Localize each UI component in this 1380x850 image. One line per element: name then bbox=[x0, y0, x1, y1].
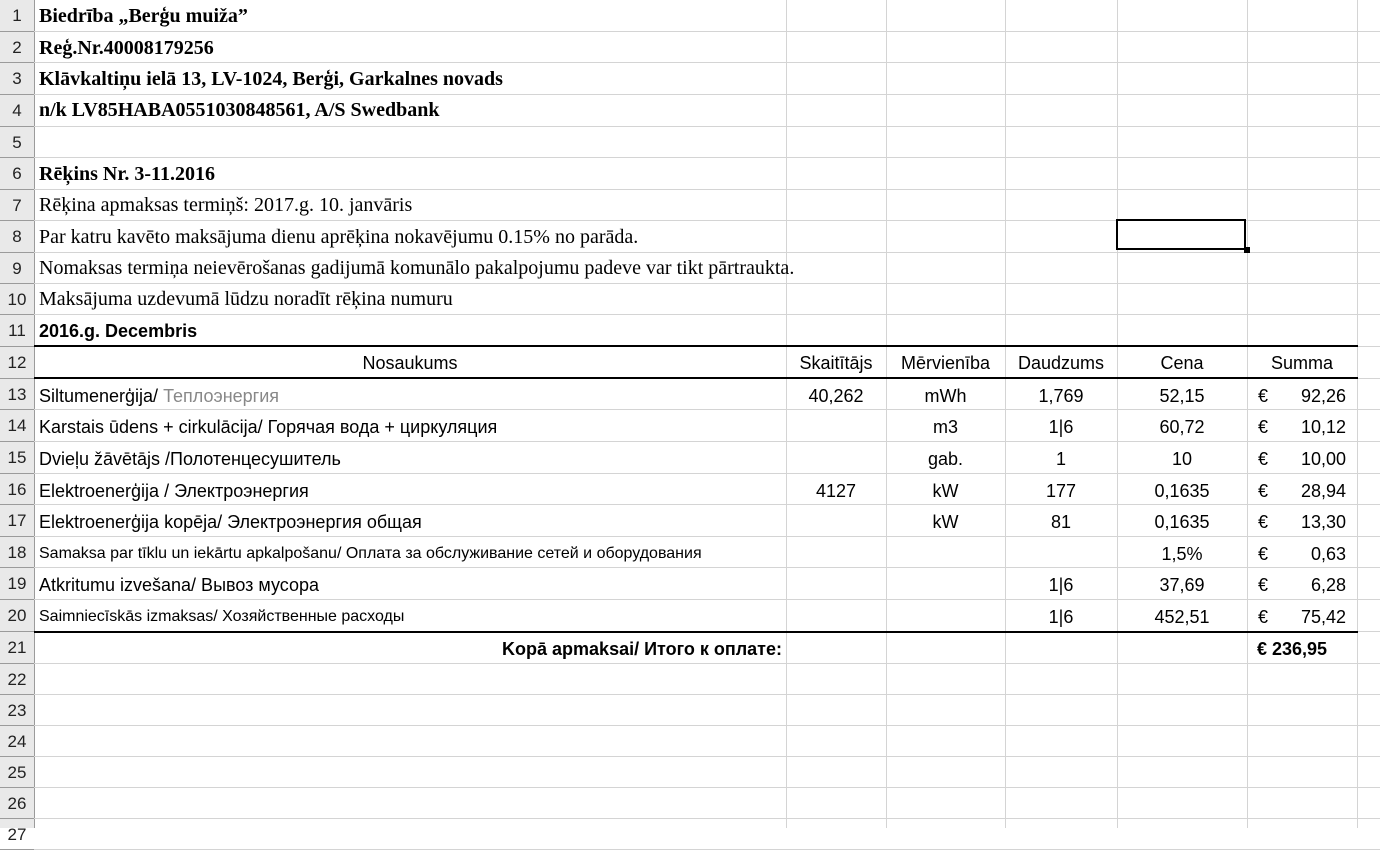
item-sum: 75,42 bbox=[1300, 607, 1346, 627]
item-meter bbox=[786, 412, 886, 442]
col-header-name: Nosaukums bbox=[362, 353, 458, 373]
item-currency: € bbox=[1258, 575, 1269, 595]
row-number[interactable]: 5 bbox=[12, 133, 22, 152]
item-name bbox=[39, 444, 341, 474]
item-unit: kW bbox=[932, 512, 959, 532]
row-number[interactable]: 15 bbox=[7, 448, 27, 467]
row-number[interactable]: 16 bbox=[7, 480, 27, 499]
item-price: 60,72 bbox=[1159, 417, 1205, 437]
item-name-lv: Karstais ūdens + cirkulācija bbox=[39, 417, 258, 437]
item-qty: 177 bbox=[1045, 481, 1077, 501]
gridline bbox=[0, 126, 1380, 127]
gridline bbox=[1247, 0, 1248, 828]
item-currency: € bbox=[1258, 607, 1269, 627]
row-number[interactable]: 19 bbox=[7, 574, 27, 593]
item-unit: kW bbox=[932, 481, 959, 501]
item-name-lv: Atkritumu izvešana/ Вывоз мусора bbox=[39, 575, 320, 595]
fill-handle[interactable] bbox=[1244, 247, 1250, 253]
billing-period: 2016.g. Decembris bbox=[39, 321, 198, 341]
item-name-lv: Samaksa par tīklu un iekārtu apkalpošanu/ Оплата за обслуживание сетей и оборудования bbox=[39, 545, 702, 562]
item-unit: m3 bbox=[932, 417, 958, 437]
item-sum: 13,30 bbox=[1300, 512, 1346, 532]
item-qty: 1,769 bbox=[1038, 386, 1084, 406]
gridline bbox=[0, 31, 1380, 32]
item-name-lv: Saimniecīskās izmaksas/ Хозяйственные расходы bbox=[39, 608, 405, 625]
item-meter: 4127 bbox=[815, 481, 857, 501]
col-header-sum: Summa bbox=[1270, 353, 1333, 373]
row-number[interactable]: 27 bbox=[7, 825, 27, 844]
item-name bbox=[39, 476, 309, 506]
org-name: Biedrība „Berģu muiža” bbox=[39, 5, 248, 27]
due-date: Rēķina apmaksas termiņš: 2017.g. 10. janvāris bbox=[39, 194, 413, 216]
gridline bbox=[0, 725, 1380, 726]
col-header-meter: Skaitītājs bbox=[799, 353, 873, 373]
item-price: 0,1635 bbox=[1154, 481, 1210, 501]
item-sum: 92,26 bbox=[1300, 386, 1346, 406]
gridline bbox=[0, 818, 1380, 819]
item-sum: 10,12 bbox=[1300, 417, 1346, 437]
item-qty: 1 bbox=[1055, 449, 1066, 469]
gridline bbox=[0, 157, 1380, 158]
gridline bbox=[0, 787, 1380, 788]
item-name bbox=[39, 381, 279, 411]
item-meter bbox=[786, 570, 886, 600]
row-number[interactable]: 21 bbox=[7, 638, 27, 657]
item-sum: 10,00 bbox=[1300, 449, 1346, 469]
item-currency: € bbox=[1258, 481, 1269, 501]
item-name bbox=[39, 507, 422, 537]
item-meter bbox=[786, 602, 886, 632]
col-header-unit: Mērvienība bbox=[900, 353, 991, 373]
col-header-qty: Daudzums bbox=[1017, 353, 1105, 373]
row-number[interactable]: 6 bbox=[12, 164, 22, 183]
row-number[interactable]: 22 bbox=[7, 670, 27, 689]
item-qty: 1|6 bbox=[1048, 607, 1074, 627]
total-label: Kopā apmaksai/ Итого к оплате: bbox=[502, 639, 782, 659]
registration-number: Reģ.Nr.40008179256 bbox=[39, 37, 214, 59]
item-price: 37,69 bbox=[1159, 575, 1205, 595]
item-name-lv: Elektroenerģija / Электроэнергия bbox=[39, 481, 309, 501]
row-number[interactable]: 9 bbox=[12, 259, 22, 278]
item-unit bbox=[886, 539, 1005, 569]
row-number[interactable]: 24 bbox=[7, 732, 27, 751]
item-name-lv: Dvieļu žāvētājs /Полотенцесушитель bbox=[39, 449, 341, 469]
item-unit bbox=[886, 570, 1005, 600]
item-qty: 81 bbox=[1050, 512, 1072, 532]
item-qty bbox=[1005, 539, 1117, 569]
item-unit: mWh bbox=[924, 386, 967, 406]
row-number[interactable]: 13 bbox=[7, 385, 27, 404]
row-number[interactable]: 3 bbox=[12, 69, 22, 88]
item-name bbox=[39, 412, 497, 442]
item-price: 10 bbox=[1171, 449, 1193, 469]
gridline bbox=[1357, 0, 1358, 828]
item-currency: € bbox=[1258, 417, 1269, 437]
row-number[interactable]: 8 bbox=[12, 227, 22, 246]
item-price: 1,5% bbox=[1161, 544, 1203, 564]
penalty-note: Par katru kavēto maksājuma dienu aprēķina nokavējumu 0.15% no parāda. bbox=[39, 226, 639, 248]
row-number[interactable]: 4 bbox=[12, 101, 22, 120]
total-amount: € 236,95 bbox=[1257, 639, 1328, 659]
selected-cell[interactable] bbox=[1116, 219, 1246, 250]
item-price: 0,1635 bbox=[1154, 512, 1210, 532]
item-unit bbox=[886, 602, 1005, 632]
item-unit: gab. bbox=[927, 449, 964, 469]
item-price: 52,15 bbox=[1159, 386, 1205, 406]
reference-note: Maksājuma uzdevumā lūdzu noradīt rēķina numuru bbox=[39, 288, 453, 310]
row-number[interactable]: 2 bbox=[12, 38, 22, 57]
item-currency: € bbox=[1258, 449, 1269, 469]
row-number[interactable]: 25 bbox=[7, 763, 27, 782]
row-number[interactable]: 18 bbox=[7, 543, 27, 562]
bank-account: n/k LV85HABA0551030848561, A/S Swedbank bbox=[39, 99, 440, 121]
item-price: 452,51 bbox=[1154, 607, 1210, 627]
row-number[interactable]: 14 bbox=[7, 416, 27, 435]
item-sum: 6,28 bbox=[1310, 575, 1346, 595]
col-header-price: Cena bbox=[1160, 353, 1204, 373]
item-meter bbox=[786, 539, 886, 569]
item-name-lv: Elektroenerģija kopēja/ Электроэнергия общая bbox=[39, 512, 422, 532]
address: Klāvkaltiņu ielā 13, LV-1024, Berģi, Garkalnes novads bbox=[39, 68, 503, 90]
gridline bbox=[0, 314, 1380, 315]
item-currency: € bbox=[1258, 544, 1269, 564]
supply-notice: Nomaksas termiņa neievērošanas gadijumā komunālo pakalpojumu padeve var tikt pārtraukta. bbox=[39, 257, 795, 279]
table-top-border bbox=[34, 345, 1358, 347]
row-number[interactable]: 10 bbox=[7, 290, 27, 309]
item-name-ru: / Горячая вода + циркуляция bbox=[257, 417, 498, 437]
item-name bbox=[39, 602, 404, 632]
row-number[interactable]: 7 bbox=[12, 196, 22, 215]
item-meter bbox=[786, 444, 886, 474]
item-name-ru: Теплоэнергия bbox=[163, 386, 280, 406]
row-number[interactable]: 23 bbox=[7, 701, 27, 720]
gridline bbox=[0, 756, 1380, 757]
item-sum: 28,94 bbox=[1300, 481, 1346, 501]
item-name bbox=[39, 570, 319, 600]
row-number[interactable]: 17 bbox=[7, 511, 27, 530]
item-sum: 0,63 bbox=[1310, 544, 1346, 564]
item-qty: 1|6 bbox=[1048, 417, 1074, 437]
gridline bbox=[0, 694, 1380, 695]
item-currency: € bbox=[1258, 512, 1269, 532]
item-qty: 1|6 bbox=[1048, 575, 1074, 595]
row-number[interactable]: 1 bbox=[12, 6, 22, 25]
row-number[interactable]: 26 bbox=[7, 794, 27, 813]
item-currency: € bbox=[1258, 386, 1269, 406]
item-meter: 40,262 bbox=[808, 386, 864, 406]
row-number[interactable]: 20 bbox=[7, 606, 27, 625]
invoice-number: Rēķins Nr. 3-11.2016 bbox=[39, 163, 215, 185]
item-name-lv: Siltumenerģija/ bbox=[39, 386, 164, 406]
row-number[interactable]: 12 bbox=[7, 353, 27, 372]
item-meter bbox=[786, 507, 886, 537]
row-number[interactable]: 11 bbox=[8, 321, 26, 340]
item-name bbox=[39, 539, 702, 569]
